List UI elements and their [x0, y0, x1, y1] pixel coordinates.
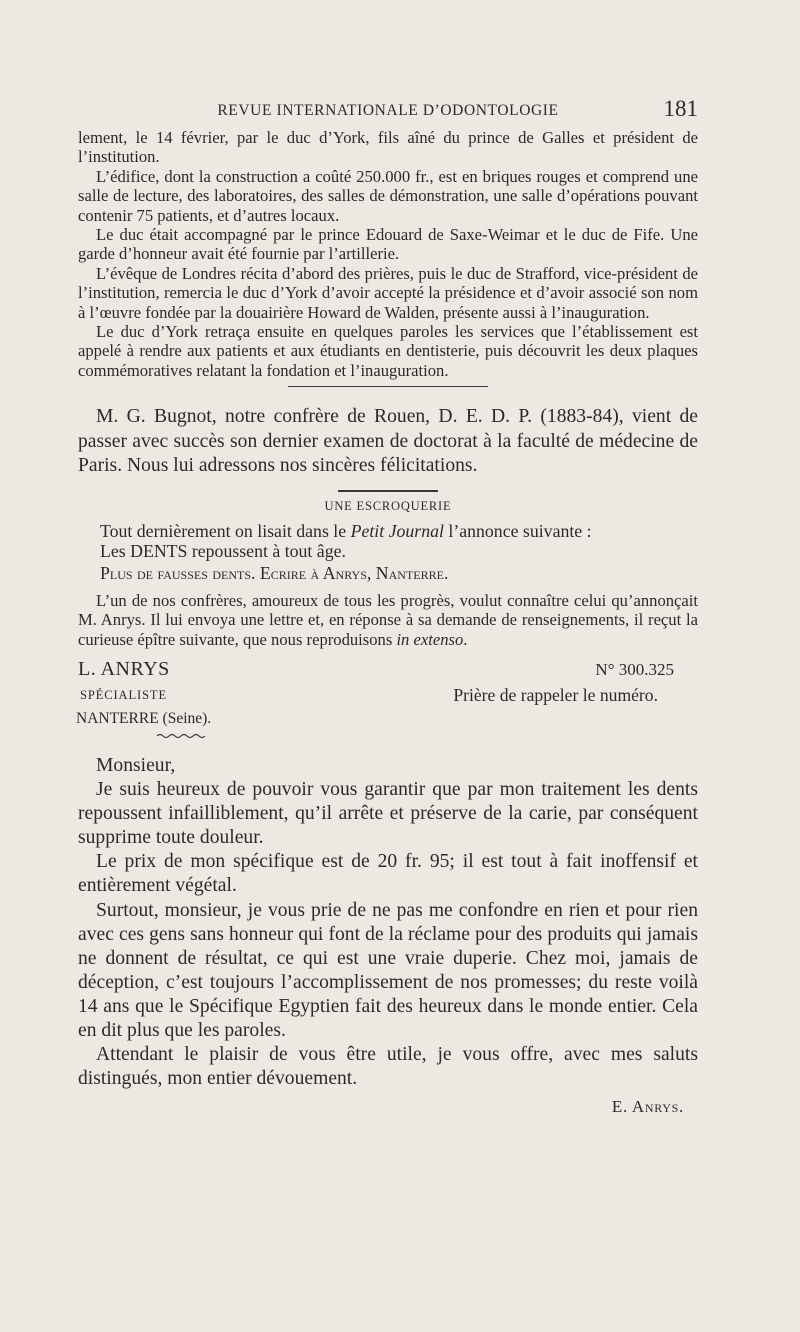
notice-bugnot [78, 405, 698, 479]
ad-line: Les DENTS repoussent à tout âge. [100, 540, 346, 561]
escroquerie-body [78, 591, 698, 649]
page [78, 94, 698, 1119]
letter-paragraph: Le prix de mon spécifique est de 20 fr. 95; il est tout à fait inoffensif et entièrement végétal. [78, 851, 698, 897]
letter-paragraph: Je suis heureux de pouvoir vous garantir que par mon traitement les dents repoussent infailliblement, qu’il arrête et préserve de la carie, par conséquent supprime toute douleur. [78, 779, 698, 849]
section-title: UNE ESCROQUERIE [324, 498, 452, 513]
article-inauguration [78, 128, 698, 380]
running-title: REVUE INTERNATIONALE D’ODONTOLOGIE [217, 102, 559, 119]
article-paragraph: L’édifice, dont la construction a coûté 250.000 fr., est en briques rouges et comprend une salle de lecture, des laboratoires, des salles de démonstration, une salle d’opérations pouvant contenir 75 patients, et d’autres locaux. [78, 166, 698, 225]
letter-salutation: Monsieur, [96, 755, 176, 776]
letterhead [78, 656, 698, 728]
article-paragraph: Le duc était accompagné par le prince Edouard de Saxe-Weimar et le duc de Fife. Une garde d’honneur avait été fournie par l’artillerie. [78, 225, 698, 264]
letterhead-place: NANTERRE (Seine). [76, 710, 212, 727]
article-paragraph: L’évêque de Londres récita d’abord des prières, puis le duc de Strafford, vice-président de l’institution, remercia le duc d’York d’avoir accepté la présidence et d’avoir associé son nom à l’œuvre fondée par la douairière Howard de Walden, présente aussi à l’inauguration. [78, 263, 698, 322]
advertisement-quote [78, 521, 698, 583]
page-number: 181 [663, 96, 698, 121]
ornament-squiggle [156, 732, 208, 740]
section-divider [338, 490, 438, 492]
letterhead-reminder: Prière de rappeler le numéro. [453, 685, 658, 705]
section-divider [288, 386, 488, 387]
letterhead-specialty: SPÉCIALISTE [80, 688, 167, 702]
ad-line: Plus de fausses dents. Ecrire à Anrys, Nanterre. [100, 562, 449, 583]
letterhead-name: L. ANRYS [78, 658, 170, 680]
letterhead-number: N° 300.325 [595, 660, 674, 679]
journal-name: Petit Journal [350, 520, 444, 541]
letter-paragraph: Attendant le plaisir de vous être utile, je vous offre, avec mes saluts distingués, mon entier dévouement. [78, 1044, 698, 1090]
body-paragraph: L’un de nos confrères, amoureux de tous les progrès, voulut connaître celui qu’annonçait M. Anrys. Il lui envoya une lettre et, en réponse à sa demande de renseignements, il reçut la curieuse épître suivante, que nous reproduisons in extenso. [78, 590, 698, 649]
article-paragraph: Le duc d’York retraça ensuite en quelques paroles les services que l’établissement est appelé à rendre aux patients et aux étudiants en dentisterie, puis découvrit les deux plaques commémoratives relatant la fondation et l’inauguration. [78, 322, 698, 380]
letter-paragraph: Surtout, monsieur, je vous prie de ne pas me confondre en rien et pour rien avec ces gens sans honneur qui font de la réclame pour des produits qui jamais ne donnent de résultat, ce qui est une vraie duperie. Chez moi, jamais de déception, c’est toujours l’accomplissement de nos promesses; du reste voilà 14 ans que le Spécifique Egyptien fait des heureux dans le monde entier. Cela en dit plus que les paroles. [78, 899, 698, 1042]
article-paragraph: lement, le 14 février, par le duc d’York, fils aîné du prince de Galles et président de l’institution. [78, 128, 698, 167]
latin-phrase: in extenso [396, 629, 464, 649]
letter-signature: E. Anrys. [611, 1097, 684, 1117]
notice-paragraph: M. G. Bugnot, notre confrère de Rouen, D. E. D. P. (1883-84), vient de passer avec succès son dernier examen de doctorat à la faculté de médecine de Paris. Nous lui adressons nos sincères félicitations. [78, 406, 698, 477]
ad-intro: Tout dernièrement on lisait dans le Petit Journal l’annonce suivante : [100, 520, 592, 541]
page-header [78, 94, 698, 128]
letter-body [78, 754, 698, 1119]
